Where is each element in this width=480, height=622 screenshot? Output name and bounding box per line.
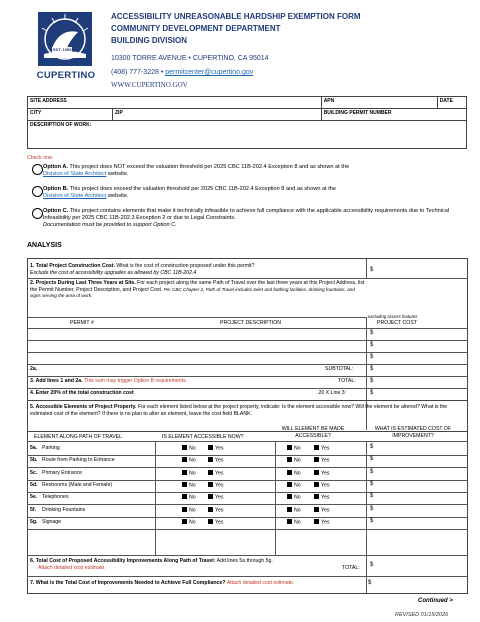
made-no-checkbox[interactable]	[287, 507, 301, 514]
q5-label: 5. Accessible Elements of Project Property.	[30, 404, 137, 410]
option-b-tail: website.	[106, 193, 129, 199]
option-c-label: Option C.	[43, 208, 69, 214]
improvement-cost-field[interactable]: $	[370, 480, 374, 487]
element-label: Parking	[42, 445, 60, 451]
city-logo	[30, 10, 100, 86]
checkbox-icon	[208, 457, 213, 462]
q3-text	[30, 378, 187, 385]
accessible-no-checkbox[interactable]	[182, 507, 196, 514]
q4-label: 4. Enter 20% of the total construction cost	[30, 390, 134, 396]
element-id: 5e.	[30, 494, 38, 501]
org-name: CUPERTINO	[36, 70, 96, 81]
checkbox-icon	[287, 470, 292, 475]
no-label: No	[294, 494, 301, 501]
accessible-no-checkbox[interactable]	[182, 470, 196, 477]
option-b-text	[43, 186, 463, 200]
option-c-desc: This project contains elements that make it technically infeasible to achieve full compliance with the applicable accessibility requirements due to Technical Infeasibility per 2025 CBC 11B-202.3 Exception 2 or due to Legal Constraints.	[43, 208, 450, 221]
option-a-link[interactable]: Division of State Architect	[43, 171, 107, 177]
option-b-desc: This project does exceed the valuation threshold per 2025 CBC 11B-202.4 Exception 8 and as shown at the	[68, 186, 337, 192]
website-link[interactable]: WWW.CUPERTINO.GOV	[111, 81, 188, 89]
checkbox-icon	[208, 494, 213, 499]
option-b-link[interactable]: Division of State Architect	[43, 193, 107, 199]
contact-line	[111, 69, 253, 76]
made-no-checkbox[interactable]	[287, 519, 301, 526]
accessible-no-checkbox[interactable]	[182, 482, 196, 489]
description-col-header: PROJECT DESCRIPTION	[220, 320, 282, 326]
made-no-checkbox[interactable]	[287, 482, 301, 489]
q3-note: This sum may trigger Option B requirements.	[82, 378, 188, 384]
option-c-radio[interactable]	[32, 208, 43, 219]
site-address-field[interactable]: SITE ADDRESS	[28, 97, 322, 109]
element-id: 5b.	[30, 457, 38, 464]
made-yes-checkbox[interactable]	[314, 457, 329, 464]
q1-label: 1. Total Project Construction Cost.	[30, 263, 115, 269]
q2-text	[30, 280, 365, 300]
yes-label: Yes	[215, 445, 224, 452]
yes-label: Yes	[215, 470, 224, 477]
element-id: 5a.	[30, 445, 38, 451]
checkbox-icon	[208, 445, 213, 450]
q2-label: 2. Projects During Last Three Years at Site.	[30, 280, 136, 286]
q7-field[interactable]: $	[368, 580, 372, 586]
accessible-no-checkbox[interactable]	[182, 494, 196, 501]
element-col-header: ELEMENT ALONG PATH OF TRAVEL	[34, 434, 123, 440]
element-id: 5d.	[30, 481, 38, 488]
yes-label: Yes	[321, 494, 330, 501]
no-label: No	[189, 482, 196, 489]
no-label: No	[189, 507, 196, 513]
q2-desc: For each project along the same Path of Travel over the last three years at this Project Address, list the Permit Number, Project Description, and Project Cost.	[30, 280, 365, 293]
description-field[interactable]: DESCRIPTION OF WORK:	[28, 121, 467, 149]
q7-text	[30, 580, 294, 587]
q7-note: Attach detailed cost estimate.	[225, 580, 295, 586]
department-title: COMMUNITY DEVELOPMENT DEPARTMENT	[111, 24, 281, 33]
checkbox-icon	[287, 507, 292, 512]
apn-field[interactable]: APN	[321, 97, 437, 109]
no-label: No	[189, 494, 196, 501]
element-label: Telephones	[42, 494, 69, 501]
checkbox-icon	[182, 470, 187, 475]
yes-label: Yes	[321, 445, 330, 452]
checkbox-icon	[287, 494, 292, 499]
site-info-table	[27, 96, 467, 149]
improvement-cost-field[interactable]: $	[370, 444, 374, 450]
yes-label: Yes	[321, 457, 330, 464]
improvement-cost-field[interactable]: $	[370, 505, 374, 512]
no-label: No	[294, 457, 301, 464]
checkbox-icon	[314, 470, 319, 475]
project-cost-1[interactable]: $	[370, 330, 374, 336]
check-one-label: Check one:	[27, 155, 54, 161]
checkbox-icon	[208, 519, 213, 524]
no-label: No	[294, 519, 301, 526]
made-accessible-col-header: WILL ELEMENT BE MADE ACCESSIBLE?	[281, 426, 345, 439]
made-no-checkbox[interactable]	[287, 494, 301, 501]
option-a-label: Option A.	[43, 164, 68, 170]
accessible-yes-checkbox[interactable]	[208, 445, 223, 452]
option-b-label: Option B.	[43, 186, 69, 192]
no-label: No	[294, 507, 301, 513]
element-label: Drinking Fountains	[42, 506, 86, 513]
phone-text: (408) 777-3228 •	[111, 69, 166, 76]
made-yes-checkbox[interactable]	[314, 519, 329, 526]
no-label: No	[294, 470, 301, 477]
permit-col-header: PERMIT #	[70, 320, 94, 326]
checkbox-icon	[182, 494, 187, 499]
improvement-cost-field[interactable]: $	[370, 468, 374, 475]
accessible-no-checkbox[interactable]	[182, 457, 196, 464]
improvement-cost-field[interactable]: $	[370, 493, 374, 500]
checkbox-icon	[314, 445, 319, 450]
checkbox-icon	[182, 482, 187, 487]
q4-formula: .20 X Line 3:	[317, 390, 347, 396]
project-cost-3[interactable]: $	[370, 354, 374, 360]
seal-text: EST. 1955	[53, 47, 72, 52]
checkbox-icon	[314, 494, 319, 499]
q4-field[interactable]: $	[370, 390, 374, 396]
element-label: Primary Entrance	[42, 469, 83, 476]
accessible-no-checkbox[interactable]	[182, 519, 196, 526]
element-label: Restrooms (Male and Female)	[42, 481, 113, 488]
row-divider	[27, 529, 467, 530]
made-yes-checkbox[interactable]	[314, 494, 329, 501]
element-id: 5f.	[30, 506, 37, 513]
address-line: 10300 TORRE AVENUE • CUPERTINO, CA 95014	[111, 55, 269, 62]
accessible-yes-checkbox[interactable]	[208, 507, 223, 514]
q7-label: 7. What is the	[30, 580, 65, 586]
subtotal-label: SUBTOTAL:	[325, 366, 354, 372]
cost-improvement-col-header: WHAT IS ESTIMATED COST OF IMPROVEMENT?	[374, 426, 452, 439]
project-cost-2[interactable]: $	[370, 342, 374, 348]
improvement-cost-field[interactable]: $	[370, 456, 374, 463]
option-a-text	[43, 164, 463, 178]
revised-date: REVISED 01/15/2026	[395, 612, 449, 618]
checkbox-icon	[314, 457, 319, 462]
total-label: TOTAL:	[338, 378, 356, 384]
option-c-text	[43, 208, 463, 229]
column-divider	[275, 441, 276, 555]
checkbox-icon	[287, 519, 292, 524]
no-label: No	[189, 519, 196, 526]
yes-label: Yes	[321, 507, 330, 513]
yes-label: Yes	[321, 482, 330, 489]
form-title: ACCESSIBILITY UNREASONABLE HARDSHIP EXEMPTION FORM	[111, 12, 361, 21]
accessible-no-checkbox[interactable]	[182, 445, 196, 452]
q2-note: Per CBC Chapter 2, Path of Travel includes toilet and bathing facilities, drinking fountains, and signs serving the area of work.	[30, 286, 355, 299]
made-yes-checkbox[interactable]	[314, 445, 329, 452]
made-yes-checkbox[interactable]	[314, 470, 329, 477]
date-field[interactable]: DATE	[437, 97, 466, 109]
checkbox-icon	[314, 507, 319, 512]
checkbox-icon	[314, 519, 319, 524]
element-id: 5g.	[30, 518, 38, 525]
option-b-radio[interactable]	[32, 186, 43, 197]
checkbox-icon	[208, 470, 213, 475]
q6-text	[30, 558, 360, 571]
q6-total-label: TOTAL:	[342, 565, 360, 571]
checkbox-icon	[287, 482, 292, 487]
no-label: No	[294, 482, 301, 489]
yes-label: Yes	[215, 482, 224, 489]
no-label: No	[189, 470, 196, 477]
checkbox-icon	[287, 457, 292, 462]
yes-label: Yes	[321, 470, 330, 477]
cost-col-note: excluding access features	[368, 314, 418, 319]
yes-label: Yes	[215, 519, 224, 526]
made-yes-checkbox[interactable]	[314, 507, 329, 514]
yes-label: Yes	[215, 457, 224, 464]
checkbox-icon	[314, 482, 319, 487]
cost-col-header: PROJECT COST	[377, 320, 417, 326]
division-title: BUILDING DIVISION	[111, 36, 188, 45]
accessible-yes-checkbox[interactable]	[208, 457, 223, 464]
q7-bold: Total Cost of Improvements Needed to Achieve Full Compliance?	[64, 580, 226, 586]
option-a-desc: This project does NOT exceed the valuation threshold per 2025 CBC 11B-202.4 Exception 8 and as shown at the	[67, 164, 350, 170]
checkbox-icon	[287, 445, 292, 450]
total-field[interactable]: $	[370, 378, 374, 384]
accessible-yes-checkbox[interactable]	[208, 470, 223, 477]
q5-desc: For each element listed below at the project property, indicate: Is the element accessible now? Will the element be altered? What is the estimated cost of the element? If there is no plan to alter an element, leave the cost field BLANK.	[30, 404, 448, 417]
q1-text	[30, 263, 460, 276]
checkbox-icon	[182, 457, 187, 462]
option-a-radio[interactable]	[32, 164, 43, 175]
continued-label: Continued >	[418, 598, 453, 604]
element-label: Signage	[42, 518, 62, 525]
email-link[interactable]: permitcenter@cupertino.gov	[165, 69, 254, 76]
q6-desc: Add lines 5a through 5g.	[215, 558, 273, 564]
q1-cost-field[interactable]: $	[370, 267, 374, 273]
checkbox-icon	[208, 507, 213, 512]
zip-field[interactable]: ZIP	[113, 109, 322, 121]
made-no-checkbox[interactable]	[287, 470, 301, 477]
line-2a-label: 2a.	[30, 366, 38, 372]
q6-total-field[interactable]: $	[370, 562, 374, 568]
made-no-checkbox[interactable]	[287, 457, 301, 464]
q1-note: Exclude the cost of accessibility upgrades as allowed by CBC 11B-202.4	[30, 269, 197, 276]
checkbox-icon	[182, 519, 187, 524]
no-label: No	[189, 457, 196, 464]
option-c-note: Documentation must be provided to support Option C.	[43, 222, 177, 228]
q6-note: Attach detailed cost estimate.	[38, 564, 106, 571]
q6-label: 6. Total Cost of Proposed Accessibility Improvements Along Path of Travel:	[30, 558, 216, 564]
accessible-col-header: IS ELEMENT ACCESSIBLE NOW?	[162, 434, 244, 440]
yes-label: Yes	[321, 519, 330, 526]
checkbox-icon	[208, 482, 213, 487]
subtotal-field[interactable]: $	[370, 366, 374, 372]
element-id: 5c.	[30, 469, 38, 476]
q5-text	[30, 404, 465, 417]
checkbox-icon	[182, 445, 187, 450]
element-label: Route from Parking to Entrance	[42, 457, 115, 464]
column-divider	[155, 441, 156, 555]
analysis-heading: ANALYSIS	[27, 242, 62, 249]
checkbox-icon	[182, 507, 187, 512]
permit-number-field[interactable]: BUILDING PERMIT NUMBER	[321, 109, 466, 121]
improvement-cost-field[interactable]: $	[370, 517, 374, 524]
accessible-yes-checkbox[interactable]	[208, 519, 223, 526]
q3-label: 3. Add lines 1 and 2a.	[30, 378, 83, 384]
accessible-yes-checkbox[interactable]	[208, 482, 223, 489]
q1-desc: What is the cost of construction proposed under this permit?	[114, 263, 255, 269]
no-label: No	[294, 445, 301, 452]
no-label: No	[189, 445, 196, 452]
made-yes-checkbox[interactable]	[314, 482, 329, 489]
yes-label: Yes	[215, 507, 224, 513]
yes-label: Yes	[215, 494, 224, 501]
row-divider	[27, 555, 467, 556]
city-field[interactable]: CITY	[28, 109, 113, 121]
accessible-yes-checkbox[interactable]	[208, 494, 223, 501]
column-divider	[366, 441, 367, 555]
made-no-checkbox[interactable]	[287, 445, 301, 452]
option-a-tail: website.	[106, 171, 129, 177]
